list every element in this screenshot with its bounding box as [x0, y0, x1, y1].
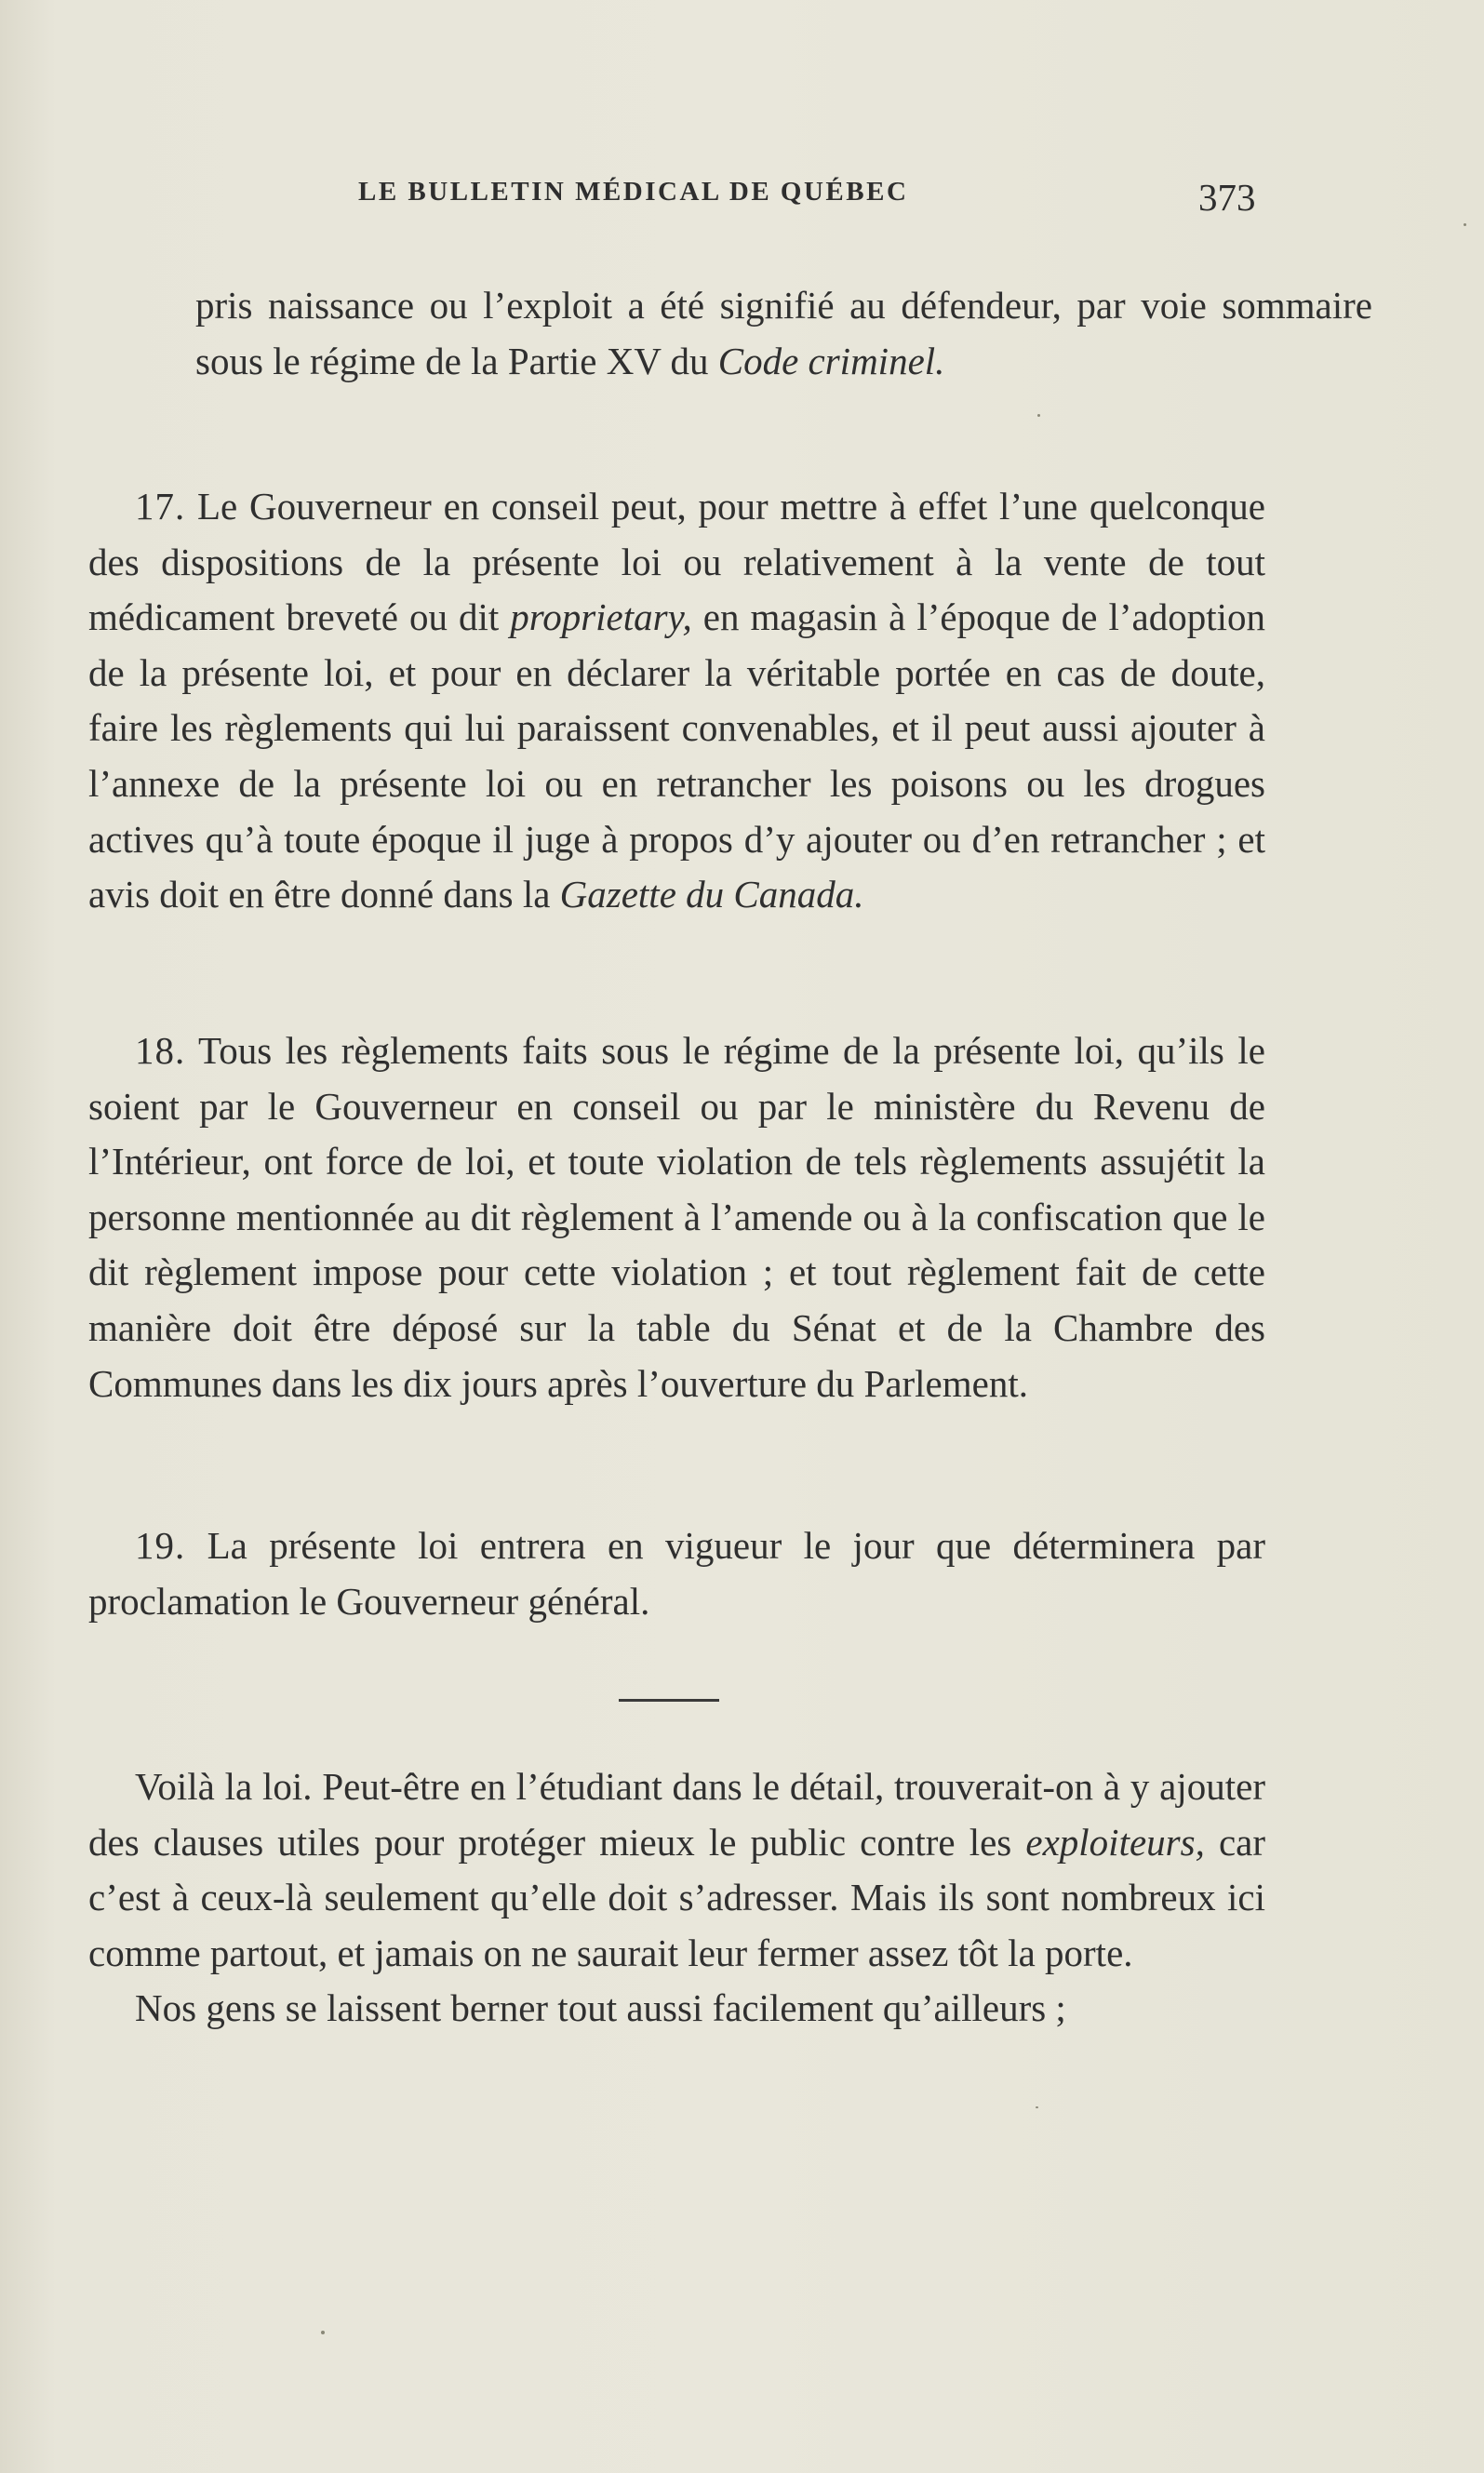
continuation-italic: Code criminel. — [717, 339, 945, 382]
section-17 — [88, 479, 1265, 923]
section-19-text: La présente loi entrera en vigueur le jour que déterminera par proclamation le Gouverneur général. — [88, 1524, 1265, 1623]
paper-speck — [321, 2331, 325, 2334]
commentary — [88, 1759, 1265, 2037]
commentary-text-b: car c’est à ceux-là seulement qu’elle doit s’adresser. Mais ils sont nombreux ici comme partout, et jamais on ne saurait leur fermer assez tôt la porte. — [88, 1820, 1265, 1974]
section-17-italic-b: Gazette du Canada. — [559, 873, 864, 916]
page-number: 373 — [1198, 176, 1256, 219]
section-17-italic-a: proprietary, — [510, 595, 692, 639]
continuation-paragraph — [88, 278, 1372, 389]
paper-speck — [1464, 223, 1466, 226]
section-17-number: 17. — [135, 485, 186, 528]
section-18-number: 18. — [135, 1029, 186, 1072]
section-17-text-b: en magasin à l’époque de l’adoption de la présente loi, et pour en déclarer la véritable portée en cas de doute, faire les règlements qui lui paraissent convenables, et il peut aussi ajouter à l’annexe de la présente loi ou en retrancher les poisons ou les drogues actives qu’à toute époque il juge à propos d’y ajouter ou d’en retrancher ; et avis doit en être donné dans la — [88, 595, 1265, 916]
section-17-text-a: Le Gouverneur en conseil peut, pour mettre à effet l’une quelconque des dispositions de la présente loi ou relativement à la vente de tout médicament breveté ou dit — [88, 485, 1265, 639]
commentary-paragraph-2: Nos gens se laissent berner tout aussi facilement qu’ailleurs ; — [135, 1986, 1066, 2030]
section-divider-rule — [619, 1699, 719, 1702]
section-19 — [88, 1518, 1265, 1629]
section-19-number: 19. — [135, 1524, 186, 1567]
commentary-paragraph-1 — [88, 1759, 1265, 1981]
section-18-text: Tous les règlements faits sous le régime de la présente loi, qu’ils le soient par le Gouverneur en conseil ou par le ministère du Revenu de l’Intérieur, ont force de loi, et toute violation de tels règlements assujétit la personne mentionnée au dit règlement à l’amende ou à la confiscation que le dit règlement impose pour cette violation ; et tout règlement fait de cette manière doit être déposé sur la table du Sénat et de la Chambre des Communes dans les dix jours après l’ouverture du Parlement. — [88, 1029, 1265, 1405]
paper-speck — [1036, 2106, 1038, 2108]
commentary-italic: exploiteurs, — [1025, 1820, 1205, 1864]
running-title: LE BULLETIN MÉDICAL DE QUÉBEC — [358, 177, 909, 207]
section-18 — [88, 1023, 1265, 1411]
continuation-text: pris naissance ou l’exploit a été signifié au défendeur, par voie sommaire sous le régime de la Partie XV du — [195, 284, 1372, 382]
paper-speck — [1037, 414, 1040, 417]
commentary-text-a: Voilà la loi. Peut-être en l’étudiant dans le détail, trouverait-on à y ajouter des clauses utiles pour protéger mieux le public contre les — [88, 1765, 1265, 1864]
